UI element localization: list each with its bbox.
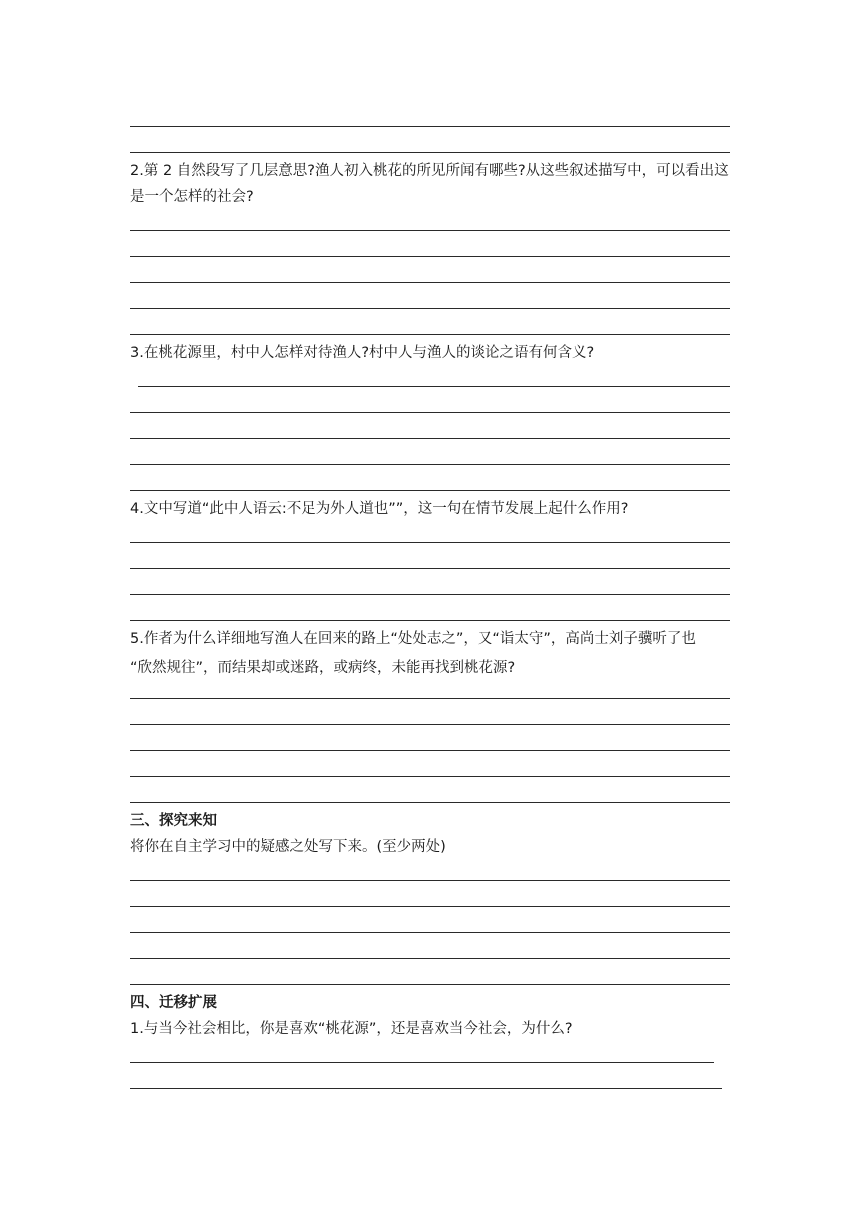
answer-line [130, 958, 730, 959]
answer-line [130, 880, 730, 881]
answer-line [130, 620, 730, 621]
answer-line [130, 308, 730, 309]
section-3-prompt: 将你在自主学习中的疑感之处写下来。(至少两处) [130, 839, 446, 855]
answer-line [130, 490, 730, 491]
answer-line [130, 230, 730, 231]
answer-line [130, 698, 730, 699]
answer-line [130, 776, 730, 777]
answer-line [130, 126, 730, 127]
answer-line [130, 724, 730, 725]
answer-line [130, 984, 730, 985]
answer-line [130, 438, 730, 439]
answer-line [130, 802, 730, 803]
answer-line [130, 1088, 722, 1089]
section-4-heading: 四、迁移扩展 [130, 995, 217, 1011]
answer-line [130, 334, 730, 335]
answer-line [138, 386, 730, 387]
answer-line [130, 412, 730, 413]
question-5-line-2: “欣然规往”，而结果却或迷路，或病终，未能再找到桃花源? [130, 660, 516, 676]
answer-line [130, 152, 730, 153]
answer-line [130, 542, 730, 543]
answer-line [130, 464, 730, 465]
answer-line [130, 932, 730, 933]
question-3: 3.在桃花源里，村中人怎样对待渔人?村中人与渔人的谈论之语有何含义? [130, 345, 595, 361]
answer-line [130, 282, 730, 283]
answer-line [130, 594, 730, 595]
answer-line [130, 750, 730, 751]
section-3-heading: 三、探究来知 [130, 813, 217, 829]
question-4: 4.文中写道“此中人语云:不足为外人道也””，这一句在情节发展上起什么作用? [130, 501, 629, 517]
answer-line [130, 906, 730, 907]
answer-line [130, 1062, 714, 1063]
answer-line [130, 256, 730, 257]
section-4-question-1: 1.与当今社会相比，你是喜欢“桃花源”，还是喜欢当今社会，为什么? [130, 1021, 573, 1037]
question-5-line-1: 5.作者为什么详细地写渔人在回来的路上“处处志之”，又“诣太守”，高尚士刘子骥听了也 [130, 631, 696, 647]
answer-line [130, 568, 730, 569]
question-2: 2.第 2 自然段写了几层意思?渔人初入桃花的所见所闻有哪些?从这些叙述描写中，可以看出这是一个怎样的社会? [130, 163, 729, 205]
